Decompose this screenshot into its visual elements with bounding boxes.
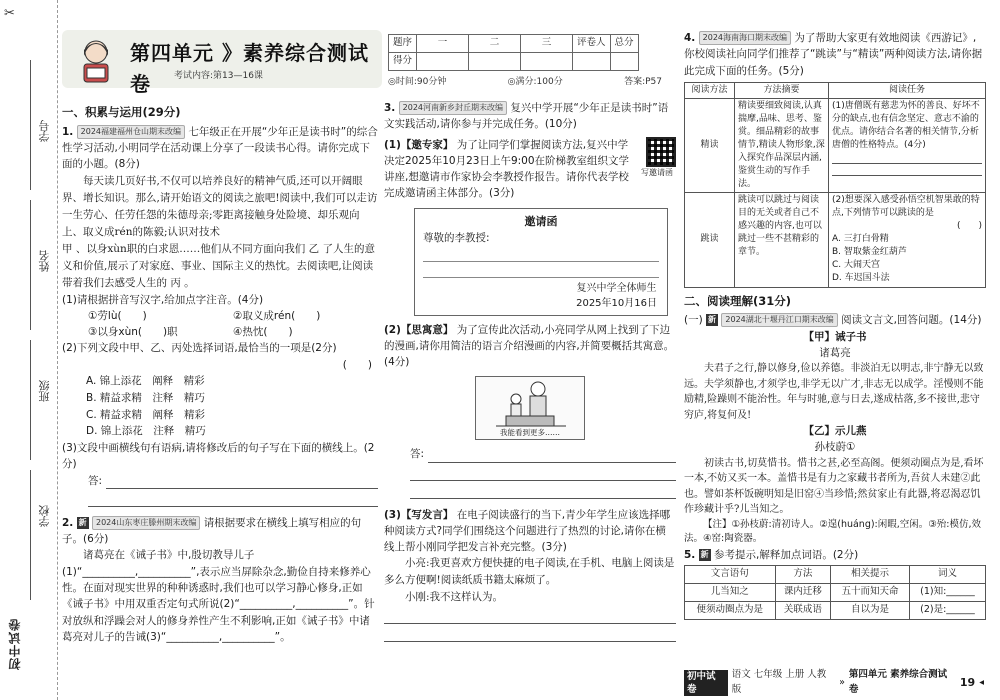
method-task bbox=[829, 193, 986, 287]
source-tag: 2024海南海口期末改编 bbox=[699, 31, 791, 45]
table-cell-answer[interactable]: (1)知:______ bbox=[909, 584, 985, 602]
answer-paren[interactable]: ( ) bbox=[956, 221, 982, 232]
source-tag: 2024湖北十堰丹江口期末改编 bbox=[721, 313, 837, 327]
invitation-signature bbox=[576, 281, 657, 311]
cartoon-drawing bbox=[476, 377, 584, 429]
student-id-line bbox=[30, 60, 31, 190]
subquestion-3-3 bbox=[384, 507, 676, 556]
pinyin-item[interactable]: ①劳lù( ) bbox=[88, 309, 147, 322]
question-number: 4. bbox=[684, 32, 696, 44]
answer-page: 答案:P57 bbox=[624, 77, 662, 87]
subquestion-3-2 bbox=[384, 322, 676, 371]
question-number: 5. bbox=[684, 549, 696, 562]
dialogue-xiaoliang: 小亮:我更喜欢方便快捷的电子阅读,在手机、电脑上阅读是多么方便啊!阅读纸质书籍太麻烦了。 bbox=[384, 557, 675, 587]
question-number: 3. bbox=[384, 102, 396, 114]
table-cell: 便须动圈点为是 bbox=[685, 601, 776, 619]
table-row bbox=[685, 601, 986, 619]
score-row-label: 得分 bbox=[389, 53, 417, 71]
page-marker-icon: ◂ bbox=[979, 676, 984, 688]
name-label: 姓名 bbox=[38, 250, 51, 272]
vocab-table bbox=[684, 565, 986, 619]
new-tag: 新 bbox=[700, 550, 709, 560]
cartoon-image bbox=[475, 376, 585, 440]
school-label: 学校 bbox=[38, 505, 51, 527]
answer-line[interactable] bbox=[410, 485, 676, 499]
score-cell[interactable] bbox=[610, 53, 638, 71]
task-label: (2)【思寓意】 bbox=[384, 323, 454, 336]
table-cell: 五十而知天命 bbox=[831, 584, 910, 602]
method-summary: 精读要细致阅读,认真揣摩,品味、思考、鉴赏。细品精彩的故事情节,精读人物形象,深入探究作品深层内涵,鉴赏生动的写作手法。 bbox=[735, 98, 829, 192]
task-text: 为了宣传此次活动,小亮同学从网上找到了下边的漫画,请你用简洁的语言介绍漫画的内容,并简要概括其寓意。(4分) bbox=[384, 323, 675, 369]
question-text: 复兴中学开展“少年正是读书时”语文实践活动,请你参与并完成任务。(10分) bbox=[384, 102, 669, 131]
score-cell[interactable] bbox=[573, 53, 611, 71]
question-3 bbox=[384, 100, 676, 133]
option-b[interactable]: B. 智取紫金红葫芦 bbox=[832, 247, 907, 258]
question-text: 请根据要求在横线上填写相应的句子。(6分) bbox=[62, 516, 362, 546]
pinyin-item[interactable]: ②取义成rén( ) bbox=[233, 309, 321, 322]
table-header: 词义 bbox=[909, 566, 985, 584]
score-col-2: 二 bbox=[469, 35, 521, 53]
footer-arrow-icon: » bbox=[839, 676, 845, 688]
method-name: 跳读 bbox=[685, 193, 735, 287]
source-tag: 2024福建福州仓山期末改编 bbox=[77, 125, 185, 139]
answer-line[interactable] bbox=[384, 628, 676, 642]
invitation-greeting: 尊敬的李教授: bbox=[423, 231, 490, 244]
pinyin-items bbox=[62, 308, 378, 341]
subquestion-1-1: (1)请根据拼音写汉字,给加点字注音。(4分) bbox=[62, 293, 264, 306]
passage-yi-title: 【乙】示儿燕 bbox=[803, 425, 867, 438]
name-line bbox=[30, 200, 31, 330]
binding-margin bbox=[0, 0, 58, 700]
answer-line[interactable] bbox=[106, 473, 378, 489]
score-col-1: 一 bbox=[417, 35, 469, 53]
table-header: 文言语句 bbox=[685, 566, 776, 584]
score-col-label: 题序 bbox=[389, 35, 417, 53]
pinyin-item[interactable]: ③以身xùn( )职 bbox=[88, 326, 178, 339]
passage-yi-text: 初读古书,切莫惜书。惜书之甚,必至高阁。便须动圈点为是,看坏一本,不妨又买一本。盖惜书是有力之家藏书者所为,吾贫人未建②此也。譬如茶杯饭碗明知是旧窑④当珍惜;然贫家止有此器,将忍渴忍饥作珍藏计乎?儿当知之。 bbox=[684, 457, 984, 516]
passage-jia-title: 【甲】诫子书 bbox=[803, 330, 867, 343]
reading-passage: 每天读几页好书,不仅可以培养良好的精神气质,还可以开阔眼界、增长知识。那么,请开始语文的阅读之旅吧!阅读中,我们可以走访一生劳心、任劳任怨的朱德母亲;零距离接触身处险境、却乐观向上、取义成rén的陈毅;认识对技术 bbox=[62, 174, 378, 238]
exam-meta bbox=[388, 76, 662, 90]
answer-label: 答: bbox=[410, 448, 425, 461]
exam-full-score: ◎满分:100分 bbox=[507, 77, 563, 87]
dialogue-xiaogang: 小刚:我不这样认为。 bbox=[405, 591, 504, 604]
question-4 bbox=[684, 30, 986, 79]
table-cell: 自以为是 bbox=[831, 601, 910, 619]
task-text: (1)唐僧既有慈悲为怀的善良、好坏不分的缺点,也有信念坚定、意志不渝的优点。请你结合名著的相关情节,分析唐僧的性格特点。(4分) bbox=[832, 100, 980, 150]
answer-line[interactable] bbox=[384, 610, 676, 624]
answer-line[interactable] bbox=[88, 493, 378, 507]
page-header bbox=[62, 30, 662, 96]
pinyin-item[interactable]: ④热忱( ) bbox=[233, 326, 293, 339]
question-text: 为了帮助大家更有效地阅读《西游记》,你校阅读社向同学们推荐了“跳读”与“精读”两种阅读方法,请你据此完成下面的任务。(5分) bbox=[684, 32, 983, 77]
task-text: 在电子阅读盛行的当下,青少年学生应该选择哪种阅读方式?同学们围绕这个问题进行了热烈的讨论,请你在横线上帮小刚同学把发言补充完整。(3分) bbox=[384, 508, 671, 554]
answer-line-row bbox=[62, 473, 378, 489]
new-tag: 新 bbox=[78, 517, 87, 527]
score-col-3: 三 bbox=[521, 35, 573, 53]
score-cell[interactable] bbox=[469, 53, 521, 71]
scissors-icon: ✂ bbox=[4, 6, 15, 21]
footer-info: 语文 七年级 上册 人教版 bbox=[731, 669, 827, 695]
reading-passage-cont: 甲 、以身xùn职的白求恩……他们从不同方面向我们 乙 了人生的意义和价值,展示了对家庭、事业、国际主义的热忱。去阅读吧,让阅读带着我们去感受人生的 丙 。 bbox=[62, 242, 375, 289]
invitation-line[interactable] bbox=[423, 248, 659, 262]
task-label: (3)【写发言】 bbox=[384, 508, 454, 521]
column-2 bbox=[384, 100, 676, 690]
qr-caption: 写邀请函 bbox=[641, 167, 673, 177]
subsection-1 bbox=[684, 312, 986, 328]
table-header: 阅读方法 bbox=[685, 82, 735, 98]
brand-logo: 初中试卷 bbox=[8, 618, 22, 670]
option-a[interactable]: A. 锦上添花 阐释 精彩 bbox=[86, 374, 205, 387]
answer-paren[interactable]: ( ) bbox=[342, 358, 372, 371]
class-label: 班级 bbox=[38, 380, 51, 402]
girl-reading-icon bbox=[70, 34, 122, 86]
answer-label: 答: bbox=[88, 474, 103, 487]
answer-line[interactable] bbox=[428, 446, 676, 462]
fill-in-passage[interactable]: 诸葛亮在《诫子书》中,殷切教导儿子(1)“__________,__________”,表示应当屏除杂念,勤俭自持来修养心性。在面对现实世界的种种诱惑时,我们也可以学习静心修身,正如《诫子书》中用双重否定句式所说(2)“__________,__________”。针对放纵和浮躁会对人的修身养性产生不利影响,正如《诫子书》中诸葛亮对儿子的告诫(3)“__________,__________”。 bbox=[62, 549, 375, 643]
table-cell-answer[interactable]: (2)是:______ bbox=[909, 601, 985, 619]
section-heading: 二、阅读理解(31分) bbox=[684, 293, 792, 308]
passage-notes: 【注】①孙枝蔚:清初诗人。②遑(huáng):闲暇,空闲。③殆:模仿,效法。④窑:陶瓷器。 bbox=[684, 518, 982, 545]
question-number: 2. bbox=[62, 516, 74, 529]
answer-line[interactable] bbox=[410, 467, 676, 481]
table-header: 阅读任务 bbox=[829, 82, 986, 98]
invitation-school: 复兴中学全体师生 bbox=[576, 282, 657, 294]
exam-scope: 考试内容:第13—16课 bbox=[174, 71, 263, 81]
task-text: 为了让同学们掌握阅读方法,复兴中学决定2025年10月23日上午9:00在阶梯教室组织文学讲座,想邀请市作家协会李教授作报告。请你代表学校完成邀请函主体部分。(3分) bbox=[384, 138, 630, 200]
title-banner bbox=[62, 30, 382, 96]
answer-line-row bbox=[384, 446, 676, 462]
option-c[interactable]: C. 大闹天宫 bbox=[832, 260, 881, 271]
table-cell: 关联成语 bbox=[775, 601, 830, 619]
column-1 bbox=[62, 100, 378, 690]
qr-block bbox=[638, 137, 676, 179]
subquestion-1-3: (3)文段中画横线句有语病,请将修改后的句子写在下面的横线上。(2分) bbox=[62, 442, 375, 471]
footer-brand: 初中试卷 bbox=[684, 670, 728, 696]
option-d[interactable]: D. 车迟国斗法 bbox=[832, 273, 890, 284]
passage-jia-author: 诸葛亮 bbox=[819, 346, 851, 359]
section-heading: 一、积累与运用(29分) bbox=[62, 105, 181, 119]
qr-code-icon[interactable] bbox=[646, 137, 676, 167]
score-col-total: 总分 bbox=[610, 35, 638, 53]
method-summary: 跳读可以跳过与阅读目的无关或者自己不感兴趣的内容,也可以跳过一些不甚精彩的章节。 bbox=[735, 193, 829, 287]
page-title: 第四单元 》素养综合测试卷 bbox=[130, 41, 369, 96]
task-label: (1)【邀专家】 bbox=[384, 138, 454, 151]
answer-line[interactable] bbox=[832, 164, 982, 176]
invitation-line[interactable] bbox=[423, 264, 659, 278]
question-number: 1. bbox=[62, 125, 74, 138]
table-header: 方法 bbox=[775, 566, 830, 584]
invitation-date: 2025年10月16日 bbox=[576, 297, 657, 309]
question-5 bbox=[684, 547, 986, 563]
page-footer bbox=[684, 669, 984, 695]
source-tag: 2024河南新乡封丘期末改编 bbox=[399, 101, 507, 115]
subsection-label: (一) bbox=[684, 314, 703, 327]
table-cell: 儿当知之 bbox=[685, 584, 776, 602]
table-cell: 课内迁移 bbox=[775, 584, 830, 602]
subquestion-1-2: (2)下列文段中甲、乙、丙处选择词语,最恰当的一项是(2分) bbox=[62, 342, 337, 355]
option-a[interactable]: A. 三打白骨精 bbox=[832, 234, 889, 245]
table-row bbox=[685, 584, 986, 602]
passage-jia-text: 夫君子之行,静以修身,俭以养德。非淡泊无以明志,非宁静无以致远。夫学须静也,才须学也,非学无以广才,非志无以成学。淫慢则不能励精,险躁则不能治性。年与时驰,意与日去,遂成枯落,多不接世,悲守穷庐,将复何及! bbox=[684, 363, 984, 421]
school-line bbox=[30, 470, 31, 600]
invitation-title: 邀请函 bbox=[524, 214, 558, 228]
question-text: 参考提示,解释加点词语。(2分) bbox=[713, 549, 859, 562]
score-cell[interactable] bbox=[417, 53, 469, 71]
score-cell[interactable] bbox=[521, 53, 573, 71]
question-2 bbox=[62, 515, 378, 548]
class-line bbox=[30, 340, 31, 460]
passage-yi-author: 孙枝蔚① bbox=[814, 441, 856, 454]
option-b[interactable]: B. 精益求精 注释 精巧 bbox=[86, 391, 205, 404]
question-1 bbox=[62, 124, 378, 173]
option-c[interactable]: C. 精益求精 阐释 精彩 bbox=[86, 408, 206, 421]
option-d[interactable]: D. 锦上添花 注释 精巧 bbox=[86, 425, 206, 438]
student-id-label: 学号 bbox=[38, 120, 51, 142]
source-tag: 2024山东枣庄滕州期末改编 bbox=[92, 516, 200, 530]
method-name: 精读 bbox=[685, 98, 735, 192]
score-table bbox=[388, 34, 639, 71]
footer-unit: 第四单元 素养综合测试卷 bbox=[848, 669, 948, 695]
table-row bbox=[685, 98, 986, 192]
method-task bbox=[829, 98, 986, 192]
question-text: 七年级正在开展“少年正是读书时”的综合性学习活动,小明同学在活动课上分享了一段读书心得。请你完成下面的小题。(8分) bbox=[62, 125, 378, 171]
table-row bbox=[685, 193, 986, 287]
subquestion-3-1 bbox=[384, 137, 676, 202]
answer-line[interactable] bbox=[832, 152, 982, 164]
exam-time: ◎时间:90分钟 bbox=[388, 77, 447, 87]
table-header: 方法摘要 bbox=[735, 82, 829, 98]
invitation-box[interactable] bbox=[414, 208, 668, 316]
cartoon-caption: 我能看到更多…… bbox=[500, 427, 560, 437]
column-3 bbox=[684, 30, 986, 670]
task-text: (2)想要深入感受孙悟空机智果敢的特点,下列情节可以跳读的是 bbox=[832, 195, 980, 219]
subsection-text: 阅读文言文,回答问题。(14分) bbox=[841, 314, 982, 327]
reading-method-table bbox=[684, 82, 986, 288]
score-col-grader: 评卷人 bbox=[573, 35, 611, 53]
page-number: 19 bbox=[959, 676, 976, 690]
new-tag: 新 bbox=[708, 315, 717, 325]
table-header: 相关提示 bbox=[831, 566, 910, 584]
